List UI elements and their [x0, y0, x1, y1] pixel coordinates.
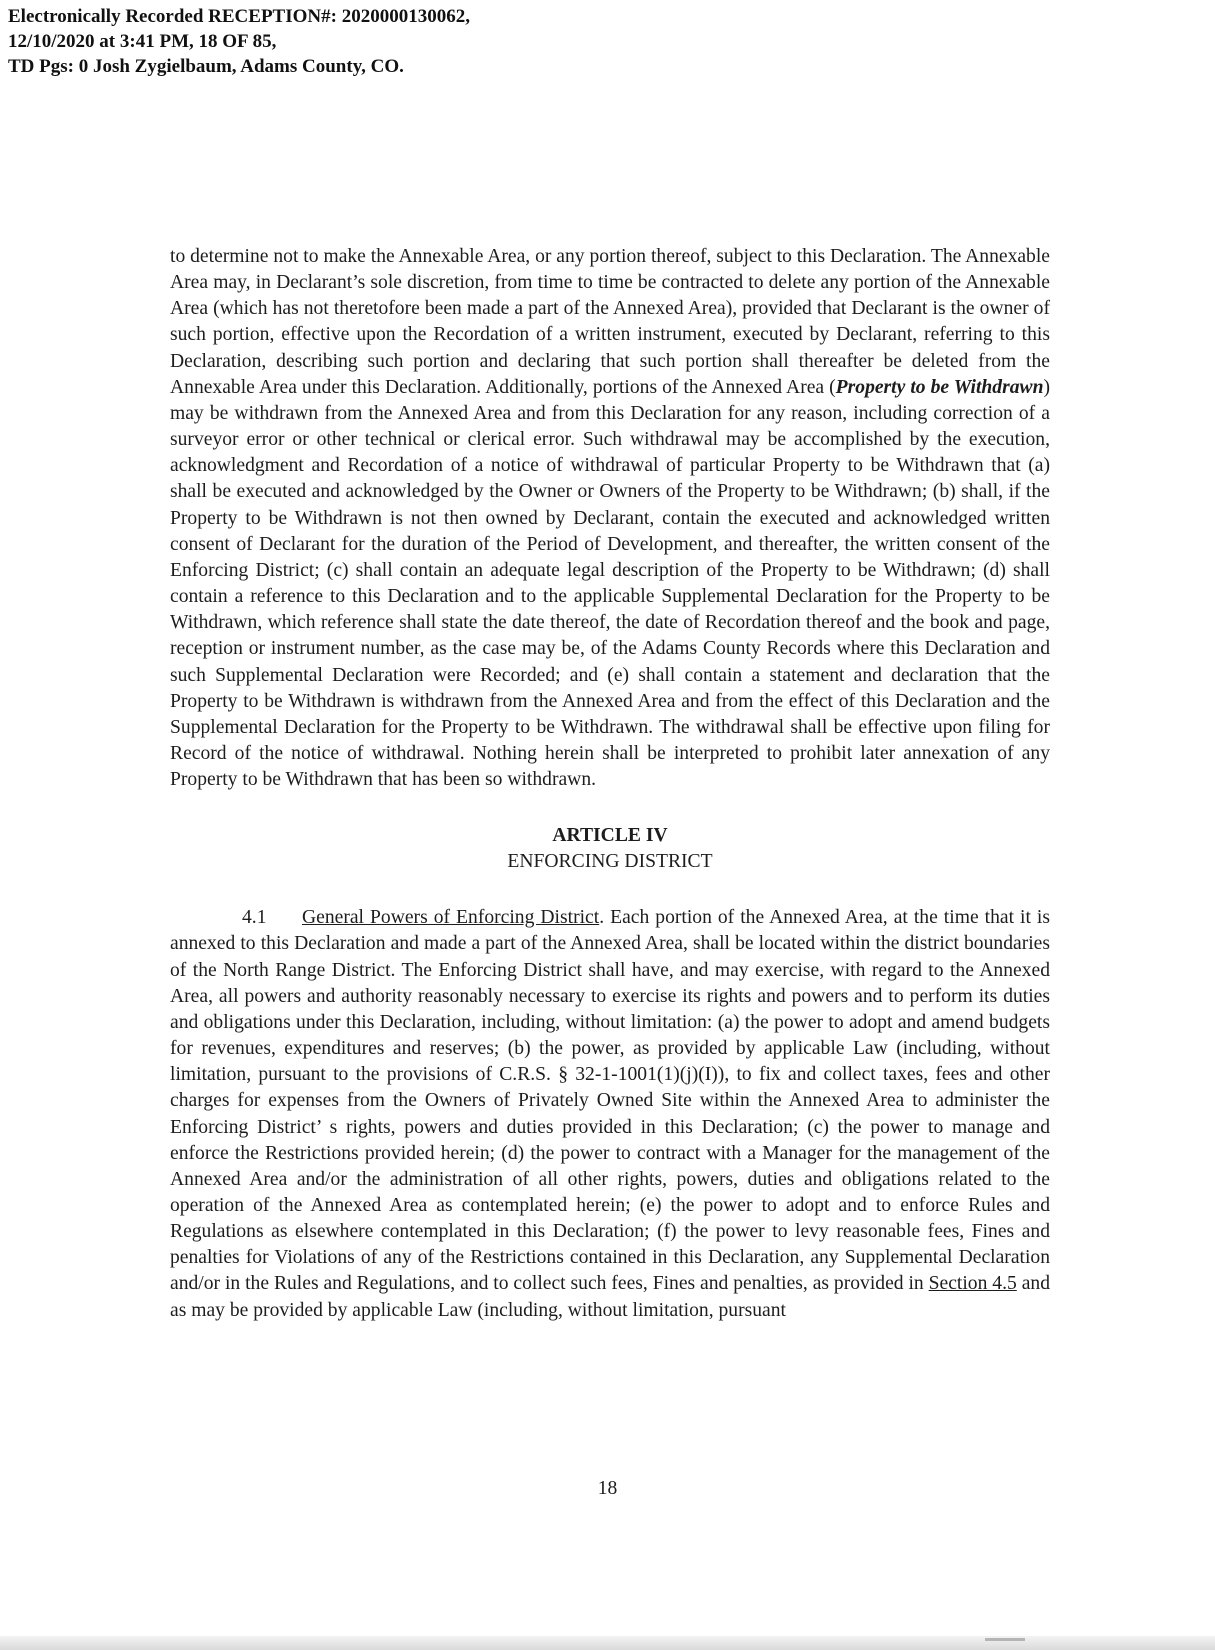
recording-stamp-line-2: 12/10/2020 at 3:41 PM, 18 OF 85, [8, 31, 277, 52]
page-number: 18 [597, 1478, 618, 1499]
withdrawal-paragraph [170, 244, 1050, 793]
section-number: 4.1 [242, 907, 267, 929]
document-body [170, 244, 1050, 1324]
recording-stamp-line-1: Electronically Recorded RECEPTION#: 2020000130062, [8, 6, 470, 27]
recording-stamp-line-3: TD Pgs: 0 Josh Zygielbaum, Adams County, CO. [8, 56, 404, 77]
section-text-2: and as may be provided by applicable Law (including, without limitation, pursuant [170, 1273, 1050, 1321]
section-4-1-paragraph [170, 905, 1050, 1324]
section-4-5-reference: Section 4.5 [928, 1273, 1017, 1295]
recording-stamp [8, 4, 470, 79]
scan-bottom-edge [0, 1636, 1215, 1650]
scan-mark [985, 1638, 1025, 1641]
defined-term-property-to-be-withdrawn: Property to be Withdrawn [835, 376, 1044, 398]
withdrawal-text-1: to determine not to make the Annexable Area, or any portion thereof, subject to this Declaration. The Annexable Area may, in Declarant’s sole discretion, from time to time be contracted to delete any portion of the Annexable Area (which has not theretofore been made a part of the Annexed Area), provided that Declarant is the owner of such portion, effective upon the Recordation of a written instrument, executed by Declarant, referring to this Declaration, describing such portion and declaring that such portion shall thereafter be deleted from the Annexable Area under this Declaration. Additionally, portions of the Annexed Area ( [170, 246, 1050, 398]
section-text-1: Each portion of the Annexed Area, at the time that it is annexed to this Declaration and made a part of the Annexed Area, shall be located within the district boundaries of the North Range District. The Enforcing District shall have, and may exercise, with regard to the Annexed Area, all powers and authority reasonably necessary to exercise its rights and powers and to perform its duties and obligations under this Declaration, including, without limitation: (a) the power to adopt and amend budgets for revenues, expenditures and reserves; (b) the power, as provided by applicable Law (including, without limitation, pursuant to the provisions of C.R.S. § 32-1-1001(1)(j)(I)), to fix and collect taxes, fees and other charges for expenses from the Owners of Privately Owned Site within the Annexed Area to administer the Enforcing District’ s rights, powers and duties provided in this Declaration; (c) the power to manage and enforce the Restrictions provided herein; (d) the power to contract with a Manager for the management of the Annexed Area and/or the administration of all other rights, powers, duties and obligations related to the operation of the Annexed Area as contemplated herein; (e) the power to adopt and to enforce Rules and Regulations as elsewhere contemplated in this Declaration; (f) the power to levy reasonable fees, Fines and penalties for Violations of any of the Restrictions contained in this Declaration, any Supplemental Declaration and/or in the Rules and Regulations, and to collect such fees, Fines and penalties, as provided in [170, 907, 1051, 1295]
article-number: ARTICLE IV [552, 825, 668, 847]
withdrawal-text-2: ) may be withdrawn from the Annexed Area and from this Declaration for any reason, including correction of a surveyor error or other technical or clerical error. Such withdrawal may be accomplished by the execution, acknowledgment and Recordation of a notice of withdrawal of particular Property to be Withdrawn that (a) shall be executed and acknowledged by the Owner or Owners of the Property to be Withdrawn; (b) shall, if the Property to be Withdrawn is not then owned by Declarant, contain the executed and acknowledged written consent of Declarant for the duration of the Period of Development, and thereafter, the written consent of the Enforcing District; (c) shall contain an adequate legal description of the Property to be Withdrawn; (d) shall contain a reference to this Declaration and to the applicable Supplemental Declaration for the Property to be Withdrawn, which reference shall state the date thereof, the date of Recordation thereof and the book and page, reception or instrument number, as the case may be, of the Adams County Records where this Declaration and such Supplemental Declaration were Recorded; and (e) shall contain a statement and declaration that the Property to be Withdrawn is withdrawn from the Annexed Area and from the effect of this Declaration and the Supplemental Declaration for the Property to be Withdrawn. The withdrawal shall be effective upon filing for Record of the notice of withdrawal. Nothing herein shall be interpreted to prohibit later annexation of any Property to be Withdrawn that has been so withdrawn. [170, 376, 1050, 791]
article-heading [170, 823, 1050, 875]
section-heading: General Powers of Enforcing District [302, 907, 600, 929]
article-title: ENFORCING DISTRICT [507, 851, 713, 873]
section-heading-period: . [599, 907, 605, 929]
